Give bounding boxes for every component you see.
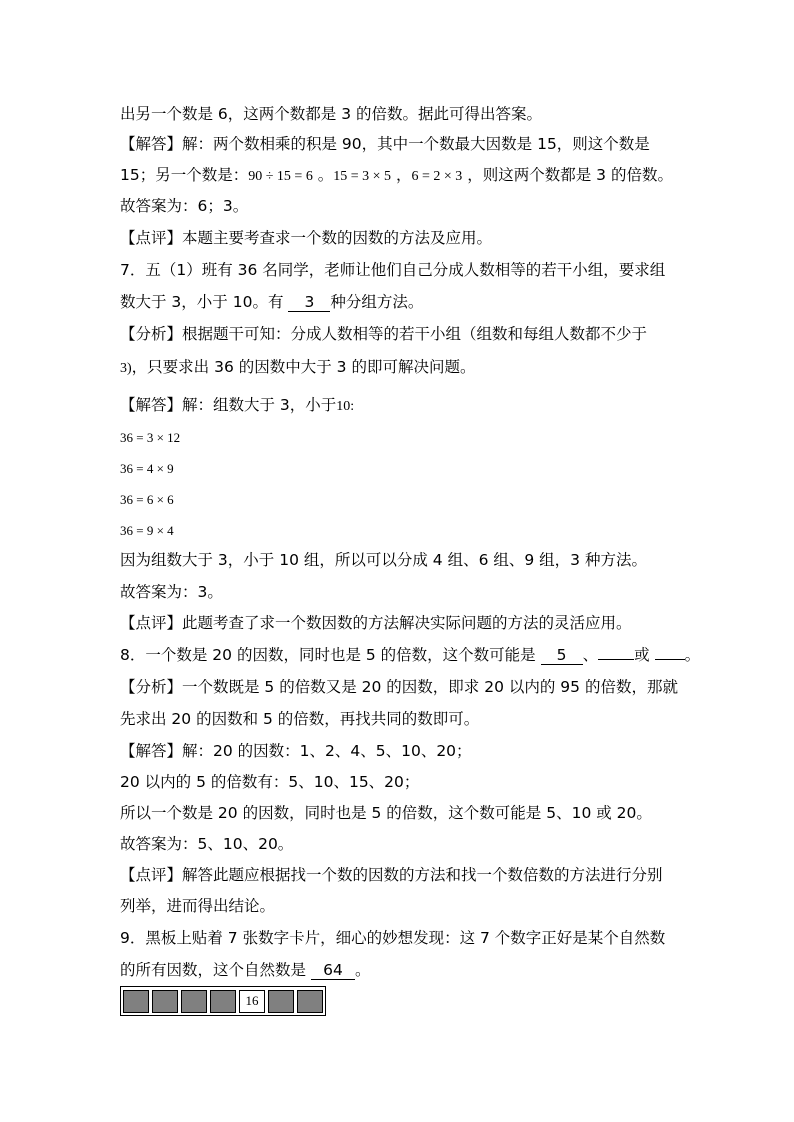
- math: 3): [120, 361, 132, 376]
- answer-blank: 5: [541, 646, 583, 665]
- math: 6 = 2 × 3: [411, 169, 463, 184]
- comment-line: 【点评】解答此题应根据找一个数的因数的方法和找一个数倍数的方法进行分别: [120, 866, 663, 884]
- text: ，: [391, 166, 412, 184]
- answer-blank: 3: [288, 293, 330, 312]
- analysis-line: [120, 357, 475, 379]
- text: 【解答】解：组数大于 3，小于: [120, 396, 337, 414]
- analysis-line: 先求出 20 的因数和 5 的倍数，再找共同的数即可。: [120, 710, 480, 728]
- solution-line: 20 以内的 5 的倍数有：5、10、15、20；: [120, 773, 420, 791]
- visible-card: 16: [239, 990, 265, 1013]
- solution-line: [120, 395, 354, 417]
- question-7-line: [120, 292, 423, 312]
- text: 。: [684, 646, 701, 664]
- math: 15 = 3 × 5: [333, 169, 392, 184]
- text: 或: [634, 646, 650, 664]
- analysis-line: 【分析】根据题干可知：分成人数相等的若干小组（组数和每组人数都不少于: [120, 325, 648, 343]
- answer-blank-empty: [598, 659, 634, 660]
- text-line: 【点评】本题主要考查求一个数的因数的方法及应用。: [120, 229, 493, 247]
- answer-line: 故答案为：5、10、20。: [120, 835, 294, 853]
- equation: 36 = 6 × 6: [120, 492, 174, 507]
- text: 种分组方法。: [330, 293, 424, 311]
- text-line: 故答案为：6；3。: [120, 197, 249, 215]
- equation: 36 = 3 × 12: [120, 430, 181, 445]
- answer-blank-empty: [655, 659, 685, 660]
- answer-blank: 64: [311, 961, 355, 980]
- solution-line: 所以一个数是 20 的因数，同时也是 5 的倍数，这个数可能是 5、10 或 20。: [120, 804, 652, 822]
- math: 10:: [336, 399, 355, 414]
- text: ，则这两个数都是 3 的倍数。: [462, 166, 673, 184]
- hidden-card: [181, 990, 207, 1013]
- text: 8．一个数是 20 的因数，同时也是 5 的倍数，这个数可能是: [120, 646, 536, 664]
- text-line: 【解答】解：两个数相乘的积是 90，其中一个数最大因数是 15，则这个数是: [120, 135, 650, 153]
- hidden-card: [152, 990, 178, 1013]
- text: 的所有因数，这个自然数是: [120, 961, 307, 979]
- question-9-line: [120, 960, 370, 980]
- text: ，只要求出 36 的因数中大于 3 的即可解决问题。: [131, 358, 476, 376]
- hidden-card: [210, 990, 236, 1013]
- comment-line: 【点评】此题考查了求一个数因数的方法解决实际问题的方法的灵活应用。: [120, 614, 632, 632]
- equation: 36 = 9 × 4: [120, 523, 174, 538]
- question-9-line: 9．黑板上贴着 7 张数字卡片，细心的妙想发现：这 7 个数字正好是某个自然数: [120, 929, 666, 947]
- text-line: [120, 165, 673, 187]
- text-line: 出另一个数是 6，这两个数都是 3 的倍数。据此可得出答案。: [120, 105, 543, 123]
- text: 。: [312, 166, 334, 184]
- text: 。: [354, 961, 371, 979]
- question-8-line: [120, 645, 700, 665]
- equation: 36 = 4 × 9: [120, 461, 174, 476]
- answer-line: 故答案为：3。: [120, 583, 223, 601]
- comment-line: 列举，进而得出结论。: [120, 897, 276, 915]
- text: 数大于 3，小于 10。有: [120, 293, 284, 311]
- solution-line: 【解答】解：20 的因数：1、2、4、5、10、20；: [120, 742, 472, 760]
- hidden-card: [123, 990, 149, 1013]
- hidden-card: [297, 990, 323, 1013]
- hidden-card: [268, 990, 294, 1013]
- text: 、: [582, 646, 599, 664]
- math: 90 ÷ 15 = 6: [248, 169, 313, 184]
- solution-line: 因为组数大于 3，小于 10 组，所以可以分成 4 组、6 组、9 组，3 种方法。: [120, 551, 647, 569]
- text: 15；另一个数是：: [120, 166, 249, 184]
- question-7-line: 7．五（1）班有 36 名同学，老师让他们自己分成人数相等的若干小组，要求组: [120, 261, 666, 279]
- analysis-line: 【分析】一个数既是 5 的倍数又是 20 的因数，即求 20 以内的 95 的倍数，那就: [120, 678, 678, 696]
- number-cards: [120, 986, 326, 1016]
